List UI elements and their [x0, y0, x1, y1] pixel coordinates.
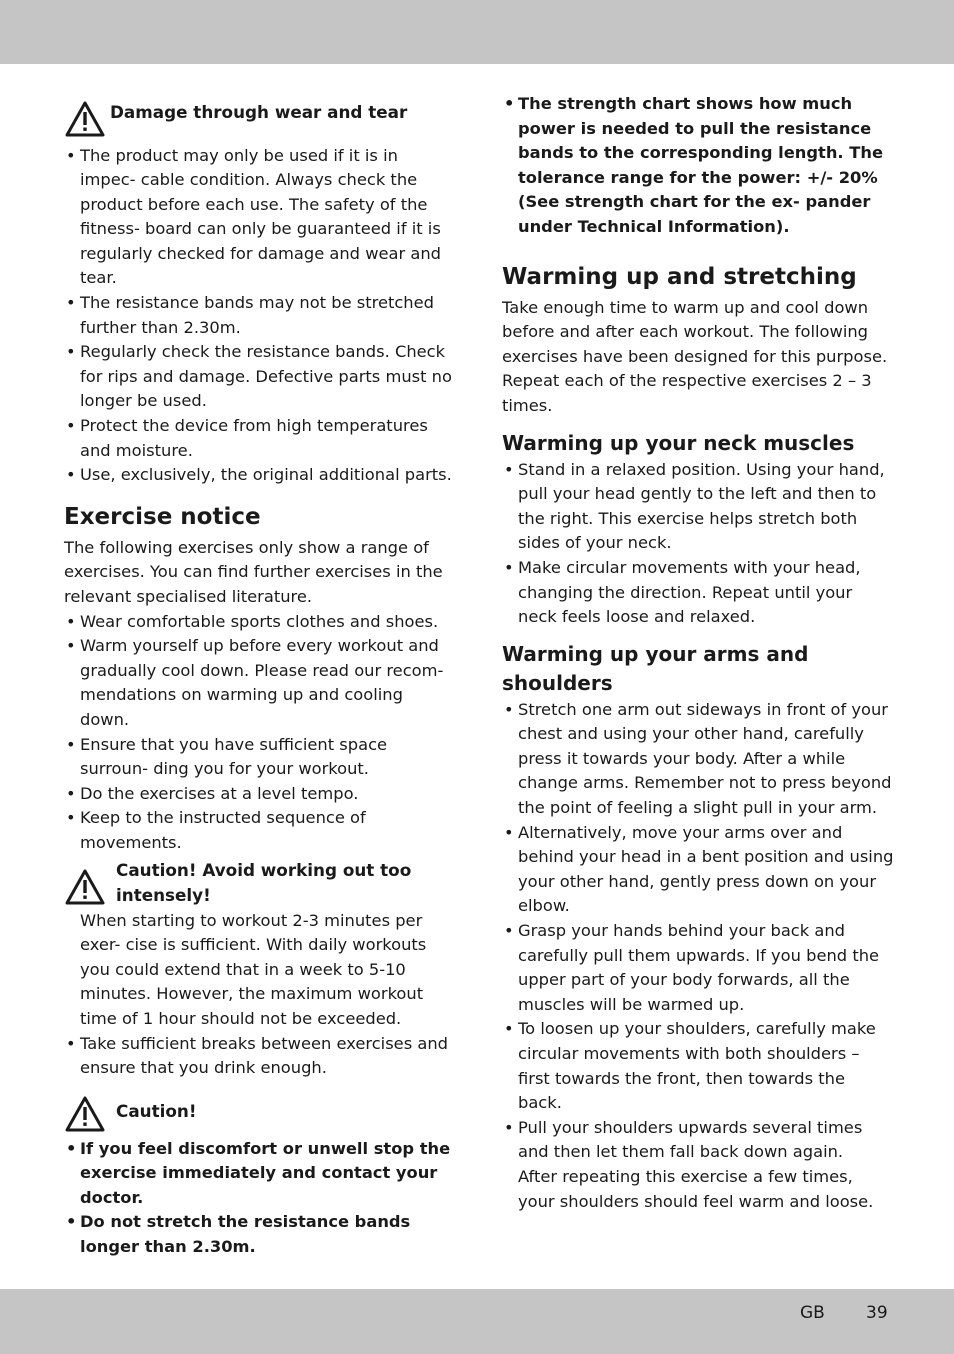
- neck-list: [502, 458, 894, 630]
- list-item: • Do the exercises at a level tempo.: [64, 782, 456, 807]
- list-item: • Pull your shoulders upwards several times and then let them fall back down again.: [502, 1116, 894, 1165]
- strength-list: [502, 92, 894, 240]
- right-column: [502, 92, 894, 1214]
- list-item: • Stretch one arm out sideways in front of your chest and using your other hand, carefully press it towards your body. After a while change arms. Remember not to press beyond the point of feeling a slight pull in your arm.: [502, 698, 894, 821]
- list-item: • Grasp your hands behind your back and carefully pull them upwards. If you bend the upper part of your body forwards, all the muscles will be warmed up.: [502, 919, 894, 1017]
- list-item: • Protect the device from high temperatures and moisture.: [64, 414, 456, 463]
- list-item: • The strength chart shows how much power is needed to pull the resistance bands to the corresponding length. The tolerance range for the power: +/- 20% (See strength chart for the ex- pander under Technical Information).: [502, 92, 894, 240]
- left-column: [64, 100, 456, 1260]
- caution-warning: [64, 1095, 456, 1135]
- arms-followup: After repeating this exercise a few times, your shoulders should feel warm and loose.: [518, 1166, 874, 1211]
- list-item: • Warm yourself up before every workout and gradually cool down. Please read our recom- mendations on warming up and cooling down.: [64, 634, 456, 732]
- warning-triangle-icon: [64, 868, 106, 906]
- warm-heading: Warming up and stretching: [502, 263, 857, 290]
- list-item: • Ensure that you have sufficient space surroun- ding you for your workout.: [64, 733, 456, 782]
- caution-intense-title: Caution! Avoid working out too intensely!: [116, 859, 412, 906]
- list-item: • Make circular movements with your head, changing the direction. Repeat until your neck feels loose and relaxed.: [502, 556, 894, 630]
- list-item: • Use, exclusively, the original additional parts.: [64, 463, 456, 488]
- footer-language: GB: [800, 1303, 825, 1323]
- header-band: [0, 0, 954, 64]
- list-item: • Take sufficient breaks between exercises and ensure that you drink enough.: [64, 1032, 456, 1081]
- caution-intense-warning: [64, 858, 456, 909]
- list-item: • The product may only be used if it is in impec- cable condition. Always check the product before each use. The safety of the fitness- board can only be guaranteed if it is regularly checked for damage and wear and tear.: [64, 144, 456, 292]
- list-item: • To loosen up your shoulders, carefully make circular movements with both shoulders – first towards the front, then towards the back.: [502, 1017, 894, 1115]
- neck-heading: Warming up your neck muscles: [502, 430, 855, 455]
- list-item: • Stand in a relaxed position. Using your hand, pull your head gently to the left and then to the right. This exercise helps stretch both sides of your neck.: [502, 458, 894, 556]
- breaks-list: [64, 1032, 456, 1081]
- exercise-list: [64, 610, 456, 856]
- caution-title: Caution!: [116, 1100, 197, 1121]
- list-item: • Wear comfortable sports clothes and shoes.: [64, 610, 456, 635]
- list-item: • Alternatively, move your arms over and behind your head in a bent position and using your other hand, gently press down on your elbow.: [502, 821, 894, 919]
- list-item: • The resistance bands may not be stretched further than 2.30m.: [64, 291, 456, 340]
- exercise-heading: Exercise notice: [64, 503, 261, 530]
- list-item: • Do not stretch the resistance bands longer than 2.30m.: [64, 1210, 456, 1259]
- page-number: 39: [866, 1303, 888, 1323]
- exercise-intro: The following exercises only show a range of exercises. You can find further exercises in the relevant specialised literature.: [64, 537, 443, 606]
- warm-intro: Take enough time to warm up and cool down before and after each workout. The following exercises have been designed for this purpose. Repeat each of the respective exercises 2 – 3 times.: [502, 297, 888, 415]
- list-item: • If you feel discomfort or unwell stop the exercise immediately and contact your doctor.: [64, 1137, 456, 1211]
- warning-triangle-icon: [64, 1095, 106, 1133]
- damage-warning: [64, 100, 456, 126]
- damage-list: [64, 144, 456, 488]
- list-item: • Regularly check the resistance bands. Check for rips and damage. Defective parts must no longer be used.: [64, 340, 456, 414]
- warning-triangle-icon: [64, 100, 106, 138]
- caution-intense-text: When starting to workout 2-3 minutes per exer- cise is sufficient. With daily workouts you could extend that in a week to 5-10 minutes. However, the maximum workout time of 1 hour should not be exceeded.: [80, 910, 427, 1028]
- caution-list: [64, 1137, 456, 1260]
- damage-title: Damage through wear and tear: [110, 102, 408, 122]
- arms-list: [502, 698, 894, 1165]
- list-item: • Keep to the instructed sequence of movements.: [64, 806, 456, 855]
- arms-heading: Warming up your arms and shoulders: [502, 641, 809, 695]
